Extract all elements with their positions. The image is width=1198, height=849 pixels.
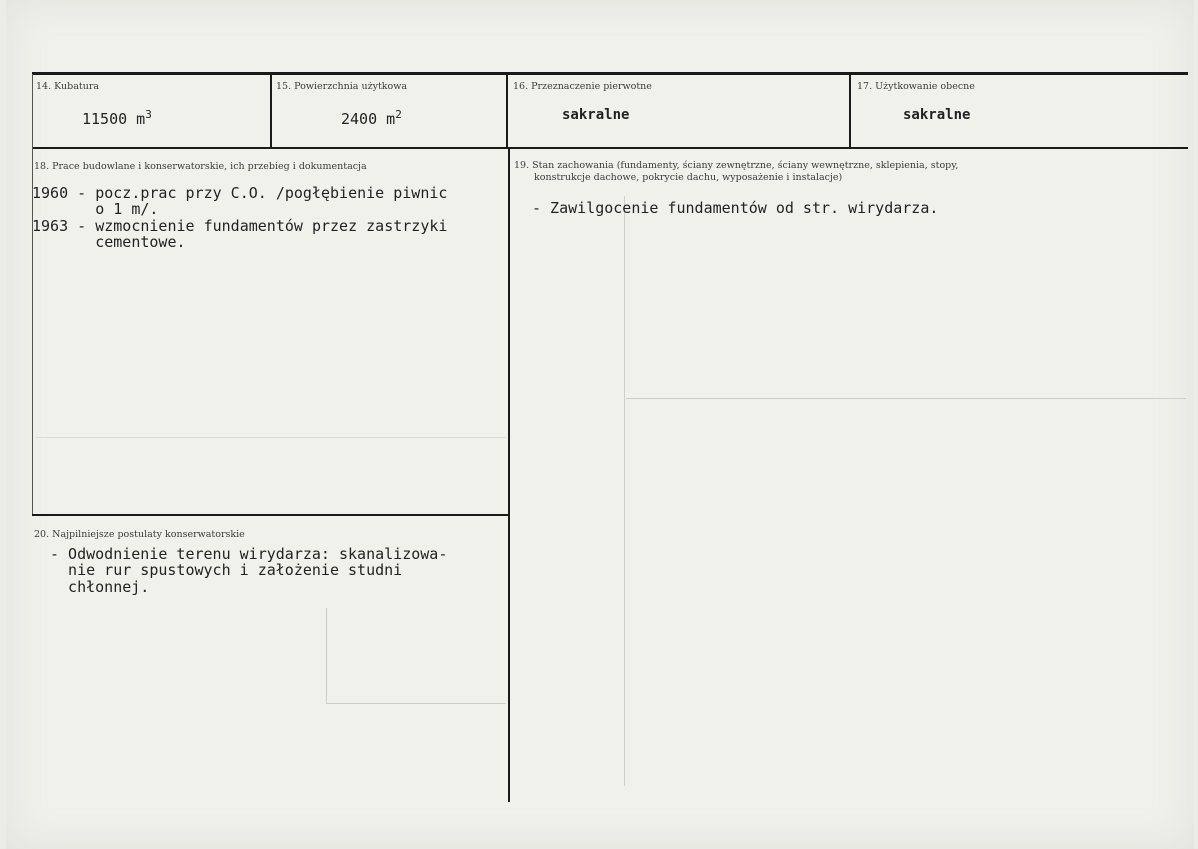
field-14-label: 14. Kubatura <box>36 81 100 92</box>
field-19-label-line-2: konstrukcje dachowe, pokrycie dachu, wyposażenie i instalacje) <box>534 172 843 183</box>
top-rule <box>32 72 1188 75</box>
field-18-label: 18. Prace budowlane i konserwatorskie, ich przebieg i dokumentacja <box>34 161 367 172</box>
divider-main <box>508 148 510 802</box>
field-16-label: 16. Przeznaczenie pierwotne <box>513 81 652 92</box>
field-15-value: 2400 $m^2$ <box>341 108 402 128</box>
left-edge <box>32 74 33 516</box>
field-18-line-3: 1963 - wzmocnienie fundamentów przez zastrzyki <box>32 217 448 235</box>
field-16-value: sakralne <box>562 107 630 123</box>
field-19-text: - Zawilgocenie fundamentów od str. wirydarza. <box>532 199 939 217</box>
ghost-line-4 <box>36 437 506 438</box>
divider-14-15 <box>270 74 272 148</box>
field-20-line-3: chłonnej. <box>50 578 150 596</box>
field-15-label: 15. Powierzchnia użytkowa <box>276 81 408 92</box>
ghost-line-3 <box>326 608 327 704</box>
field-19-label-line-1: 19. Stan zachowania (fundamenty, ściany zewnętrzne, ściany wewnętrzne, sklepienia, stopy, <box>514 160 959 171</box>
ghost-line-1 <box>624 196 625 786</box>
field-20-line-2: nie rur spustowych i założenie studni <box>50 561 403 579</box>
field-20-line-1: - Odwodnienie terenu wirydarza: skanalizowa- <box>50 545 448 563</box>
divider-16-17 <box>849 74 851 148</box>
record-card <box>6 0 1194 849</box>
divider-15-16 <box>506 74 508 148</box>
row2-rule <box>32 514 508 516</box>
row1-rule <box>32 147 1188 149</box>
field-18-line-2: o 1 m/. <box>32 200 159 218</box>
field-17-value: sakralne <box>903 107 971 123</box>
field-14-value: 11500 $m^3$ <box>82 108 152 128</box>
ghost-line-5 <box>326 703 506 704</box>
field-18-line-4: cementowe. <box>32 233 186 251</box>
field-14-exponent: 3 <box>145 108 152 121</box>
field-17-label: 17. Użytkowanie obecne <box>857 81 975 92</box>
field-15-exponent: 2 <box>395 108 402 121</box>
field-20-label: 20. Najpilniejsze postulaty konserwatorskie <box>34 529 245 540</box>
ghost-line-2 <box>626 398 1186 399</box>
field-18-line-1: 1960 - pocz.prac przy C.O. /pogłębienie piwnic <box>32 184 448 202</box>
